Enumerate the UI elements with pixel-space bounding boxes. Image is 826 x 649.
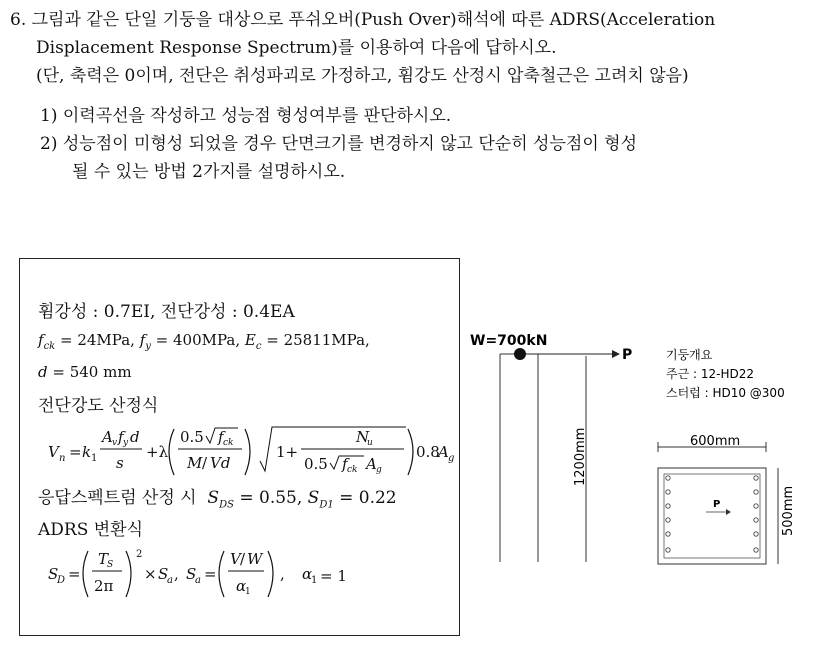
stiffness-line: 휨강성 : 0.7EI, 전단강성 : 0.4EA	[38, 302, 295, 322]
svg-text:S: S	[107, 560, 114, 570]
section-force-arrow-icon	[726, 509, 731, 515]
material-line: $f_{ck} = 24MPa$, $f_y = 400MPa$, $E_c = 25811MPa$,	[38, 331, 370, 352]
svg-text:A: A	[438, 443, 449, 461]
svg-text:2: 2	[136, 549, 143, 560]
question-line-1: 6. 그림과 같은 단일 기둥을 대상으로 푸쉬오버(Push Over)해석에 따른 ADRS(Acceleration	[10, 10, 716, 30]
alpha-value: = 1	[320, 567, 347, 585]
svg-text:d: d	[130, 428, 140, 446]
question-condition: (단, 축력은 0이며, 전단은 취성파괴로 가정하고, 휨강도 산정시 압축철근은 고려치 않음)	[36, 66, 689, 86]
force-arrow-icon	[612, 350, 620, 358]
svg-text:ck: ck	[347, 465, 358, 475]
svg-text:v: v	[112, 438, 118, 448]
width-label: 600mm	[690, 434, 741, 449]
svg-text:/: /	[240, 550, 246, 568]
sub-question-2: 2) 성능점이 미형성 되었을 경우 단면크기를 변경하지 않고 단순히 성능점이 형성	[40, 134, 637, 154]
section-force-label: P	[713, 499, 721, 510]
svg-text:1: 1	[91, 453, 98, 464]
main-bar-spec: 주근 : 12-HD22	[666, 367, 754, 381]
svg-text:V: V	[230, 550, 241, 568]
svg-text:V: V	[48, 443, 59, 461]
depth-line: d = 540 mm	[38, 363, 132, 381]
svg-text:S: S	[48, 565, 59, 583]
svg-text:0.8: 0.8	[416, 443, 440, 461]
svg-text:Vd: Vd	[210, 454, 231, 472]
svg-text:g: g	[376, 465, 382, 475]
given-data-box	[19, 258, 460, 636]
column-diagram	[462, 300, 822, 640]
svg-text:k: k	[82, 443, 92, 461]
svg-text:=: =	[69, 443, 82, 461]
svg-text:T: T	[98, 550, 109, 568]
svg-text:,: ,	[280, 565, 285, 583]
sub-question-1: 1) 이력곡선을 작성하고 성능점 형성여부를 판단하시오.	[40, 106, 452, 126]
svg-text:a: a	[195, 575, 201, 586]
svg-text:a: a	[167, 575, 173, 586]
adrs-title: ADRS 변환식	[38, 520, 144, 540]
svg-text:f: f	[118, 428, 124, 446]
stirrup-spec: 스터럽 : HD10 @300	[666, 386, 785, 400]
sub-question-2-cont: 될 수 있는 방법 2가지를 설명하시오.	[72, 162, 346, 182]
spectrum-line: 응답스펙트럼 산정 시 $S_{DS} = 0.55$, $S_{D1} = 0.22$	[38, 488, 397, 511]
svg-text:,: ,	[174, 565, 179, 583]
force-label: P	[622, 347, 633, 363]
svg-text:0.5: 0.5	[304, 455, 328, 473]
svg-text:0.5: 0.5	[180, 428, 204, 446]
shear-formula	[46, 421, 456, 483]
svg-text:A: A	[102, 428, 113, 446]
svg-text:=: =	[204, 565, 217, 583]
svg-text:ck: ck	[223, 438, 234, 448]
svg-text:=: =	[68, 565, 81, 583]
svg-text:α: α	[302, 565, 313, 583]
depth-label: 500mm	[781, 485, 796, 536]
svg-text:f: f	[218, 428, 224, 446]
rebar-group	[666, 476, 758, 552]
svg-text:×: ×	[144, 565, 157, 583]
load-label: W=700kN	[470, 333, 548, 349]
svg-text:+λ: +λ	[146, 443, 169, 461]
svg-text:/: /	[202, 454, 208, 472]
section-title: 기둥개요	[666, 348, 713, 362]
svg-text:y: y	[123, 438, 129, 448]
stirrup-outline	[664, 474, 760, 558]
svg-text:1+: 1+	[276, 443, 299, 461]
shear-title: 전단강도 산정식	[38, 396, 159, 416]
svg-text:n: n	[59, 453, 66, 464]
svg-text:A: A	[366, 455, 377, 473]
svg-text:1: 1	[311, 575, 318, 586]
svg-text:α: α	[236, 577, 247, 595]
svg-text:2π: 2π	[94, 577, 114, 595]
svg-text:W: W	[247, 550, 263, 568]
svg-text:N: N	[356, 428, 370, 446]
adrs-formula	[46, 543, 406, 605]
section-outline	[658, 468, 766, 564]
question-line-2: Displacement Response Spectrum)를 이용하여 다음에 답하시오.	[36, 38, 557, 58]
question-block	[10, 6, 820, 186]
svg-text:g: g	[448, 453, 455, 464]
load-point-icon	[514, 348, 526, 360]
svg-text:u: u	[367, 438, 373, 448]
svg-text:s: s	[116, 454, 124, 472]
svg-text:1: 1	[245, 587, 251, 597]
svg-text:S: S	[158, 565, 169, 583]
svg-text:S: S	[186, 565, 197, 583]
svg-text:M: M	[187, 454, 203, 472]
svg-text:f: f	[342, 455, 348, 473]
svg-text:D: D	[57, 575, 66, 586]
height-label: 1200mm	[573, 427, 588, 486]
